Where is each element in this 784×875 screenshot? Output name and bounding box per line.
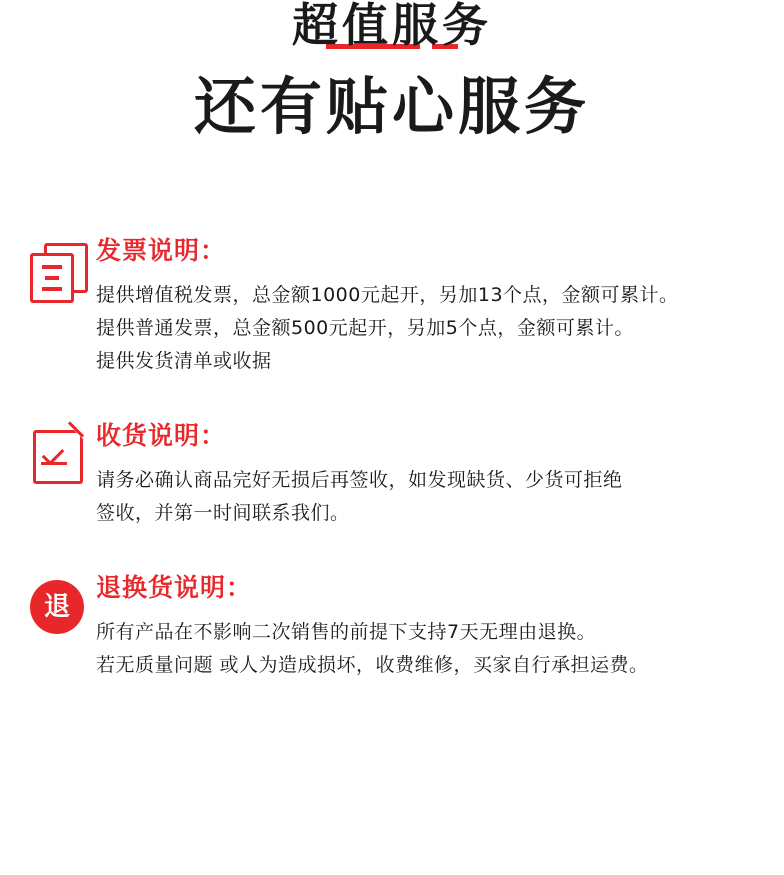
section-returns-line-1: 所有产品在不影响二次销售的前提下支持7天无理由退换。 [96,620,597,643]
section-returns-body [96,574,784,682]
sections-list [0,237,784,682]
section-invoice-body [96,237,784,378]
section-receiving-line-2: 签收，并第一时间联系我们。 [96,502,350,525]
section-receiving-line-1: 请务必确认商品完好无损后再签收，如发现缺货、少货可拒绝 [96,468,623,491]
invoice-icon [18,237,96,299]
section-invoice-line-1: 提供增值税发票，总金额1000元起开，另加13个点，金额可累计。 [96,283,679,306]
return-badge-text: 退 [30,580,84,634]
page-header [0,0,784,141]
return-badge-icon [18,574,96,634]
clipped-heading [0,0,784,52]
section-receiving [18,422,784,530]
section-invoice-line-2: 提供普通发票，总金额500元起开，另加5个点，金额可累计。 [96,316,634,339]
section-receiving-body [96,422,784,530]
section-invoice [18,237,784,378]
section-invoice-title: 发票说明： [96,236,227,266]
page-title: 还有贴心服务 [193,70,590,143]
receipt-check-icon [18,422,96,484]
section-invoice-line-3: 提供发货清单或收据 [96,350,272,373]
section-returns-line-2: 若无质量问题 或人为造成损坏，收费维修，买家自行承担运费。 [96,654,649,677]
clipped-heading-text: 超值服务 [292,0,492,52]
section-receiving-title: 收货说明： [96,421,227,451]
section-returns-title: 退换货说明： [96,573,253,603]
section-returns [18,574,784,682]
